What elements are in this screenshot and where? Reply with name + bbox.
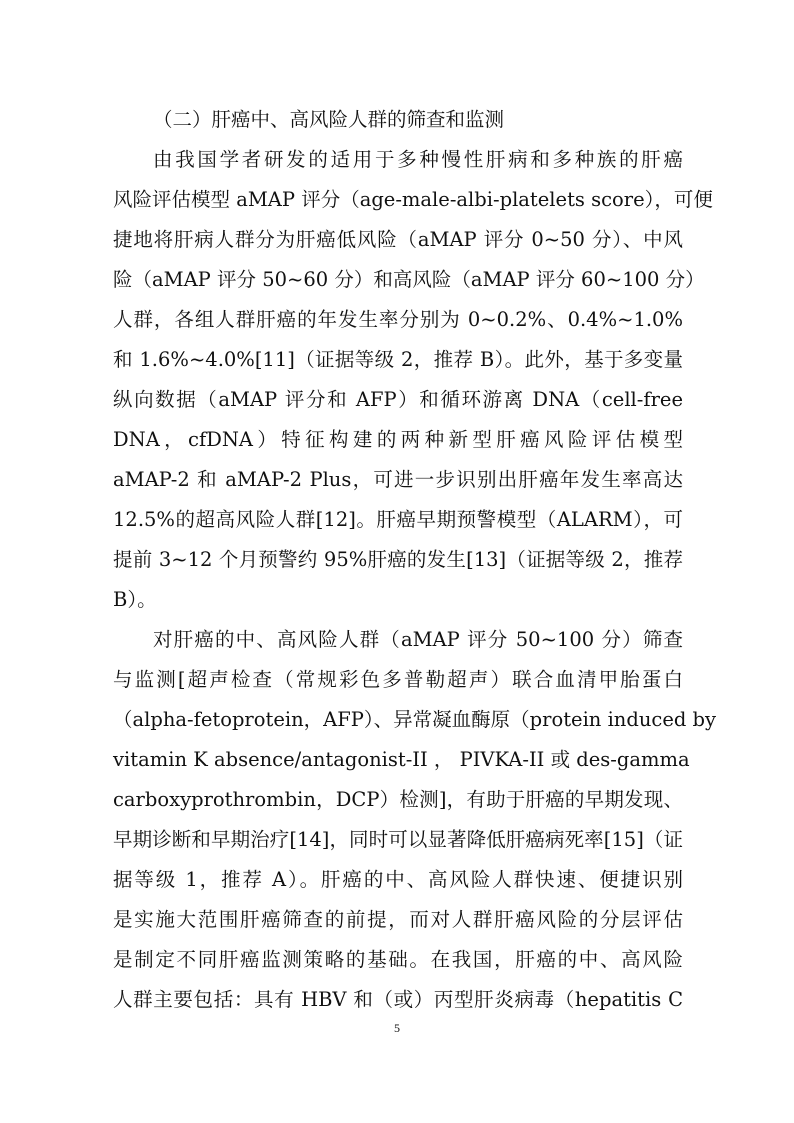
paragraph-line: 由我国学者研发的适用于多种慢性肝病和多种族的肝癌 [153, 148, 683, 171]
page-number: 5 [394, 1021, 400, 1035]
paragraph-line: 12.5%的超高风险人群[12]。肝癌早期预警模型（ALARM），可 [113, 508, 683, 531]
section-heading: （二）肝癌中、高风险人群的筛查和监测 [153, 108, 505, 131]
paragraph-line: 人群主要包括：具有 HBV 和（或）丙型肝炎病毒（hepatitis C [113, 988, 683, 1011]
body-text [113, 100, 717, 1020]
paragraph-line: 险（aMAP 评分 50~60 分）和高风险（aMAP 评分 60~100 分） [113, 268, 705, 291]
paragraph-line: 和 1.6%~4.0%[11]（证据等级 2，推荐 B）。此外，基于多变量 [113, 348, 683, 371]
paragraph-line: vitamin K absence/antagonist-II ， PIVKA-II 或 des-gamma [113, 748, 690, 771]
paragraph-line: 据等级 1，推荐 A）。肝癌的中、高风险人群快速、便捷识别 [113, 868, 683, 891]
paragraph-line: DNA，cfDNA）特征构建的两种新型肝癌风险评估模型 [113, 428, 683, 451]
paragraph-line: B）。 [113, 588, 157, 611]
paragraph-line: 对肝癌的中、高风险人群（aMAP 评分 50~100 分）筛查 [153, 628, 683, 651]
paragraph-line: 纵向数据（aMAP 评分和 AFP）和循环游离 DNA（cell-free [113, 388, 683, 411]
paragraph-line: 早期诊断和早期治疗[14]，同时可以显著降低肝癌病死率[15]（证 [113, 828, 683, 851]
paragraph-line: 是实施大范围肝癌筛查的前提，而对人群肝癌风险的分层评估 [113, 908, 683, 931]
paragraph-line: 与监测[超声检查（常规彩色多普勒超声）联合血清甲胎蛋白 [113, 668, 683, 691]
paragraph-line: carboxyprothrombin，DCP）检测]，有助于肝癌的早期发现、 [113, 788, 683, 811]
paragraph-line: aMAP-2 和 aMAP-2 Plus，可进一步识别出肝癌年发生率高达 [113, 468, 683, 491]
paragraph-line: 人群，各组人群肝癌的年发生率分别为 0~0.2%、0.4%~1.0% [113, 308, 683, 331]
paragraph-line: 提前 3~12 个月预警约 95%肝癌的发生[13]（证据等级 2，推荐 [113, 548, 683, 571]
paragraph-line: （alpha-fetoprotein，AFP）、异常凝血酶原（protein induced by [113, 708, 717, 731]
paragraph-line: 风险评估模型 aMAP 评分（age-male-albi-platelets score），可便 [113, 188, 713, 211]
paragraph-line: 捷地将肝病人群分为肝癌低风险（aMAP 评分 0~50 分）、中风 [113, 228, 683, 251]
paragraph-line: 是制定不同肝癌监测策略的基础。在我国，肝癌的中、高风险 [113, 948, 683, 971]
